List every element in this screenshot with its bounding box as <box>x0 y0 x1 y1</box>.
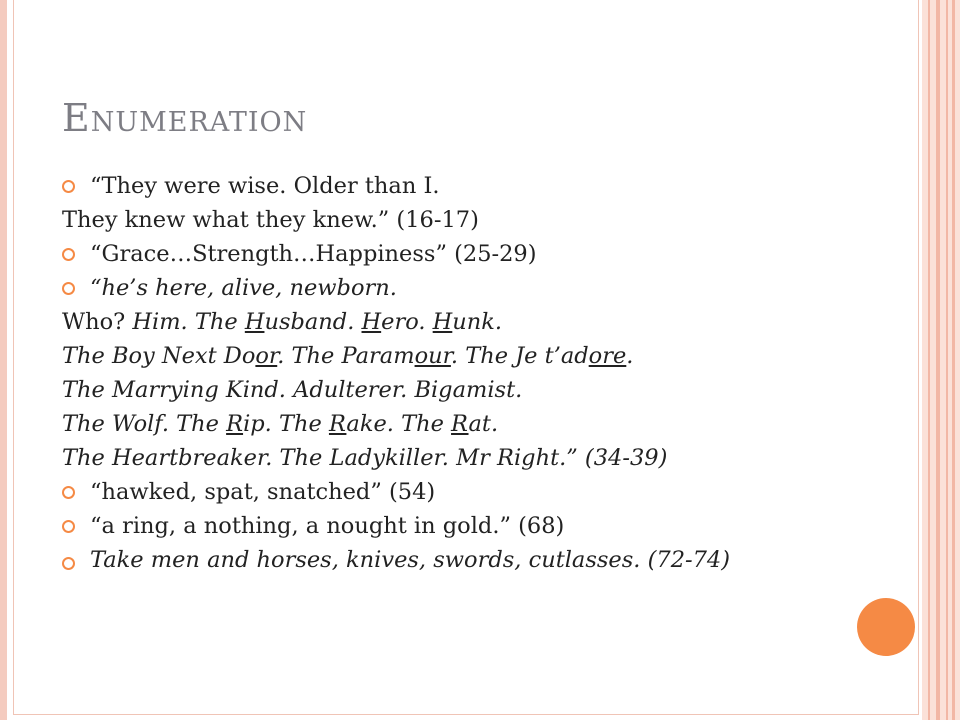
slide-body <box>62 169 842 574</box>
text-run: “Grace…Strength…Happiness” (25-29) <box>90 241 537 267</box>
continuation-line <box>62 441 842 475</box>
bullet-item <box>62 546 842 574</box>
text-run: “They were wise. Older than I. <box>90 173 440 199</box>
continuation-line <box>62 203 842 237</box>
text-run: Who? <box>62 309 133 335</box>
bullet-circle-icon <box>62 180 75 193</box>
text-run: ore <box>588 343 627 369</box>
text-run: . <box>626 343 634 369</box>
text-run: R <box>226 411 244 437</box>
bullet-circle-icon <box>62 557 75 570</box>
text-run: or <box>255 343 278 369</box>
left-border-bar <box>0 0 7 720</box>
bullet-item <box>62 475 842 509</box>
bullet-circle-icon <box>62 282 75 295</box>
bullet-circle-icon <box>62 248 75 261</box>
bullet-circle-icon <box>62 520 75 533</box>
continuation-line <box>62 373 842 407</box>
bullet-circle-icon <box>62 486 75 499</box>
text-run: “he’s here, alive, newborn. <box>90 275 397 301</box>
bullet-item <box>62 271 842 305</box>
text-run: . The Param <box>277 343 415 369</box>
text-run: Take men and horses, knives, swords, cutlasses. (72-74) <box>90 547 731 573</box>
text-run: H <box>361 309 382 335</box>
text-run: The Marrying Kind. Adulterer. Bigamist. <box>62 377 523 403</box>
text-run: The Wolf. The <box>62 411 227 437</box>
text-run: H <box>244 309 265 335</box>
decorative-stripes <box>922 0 960 720</box>
decorative-circle <box>857 598 915 656</box>
stripe <box>928 0 930 720</box>
text-run: The Boy Next Do <box>62 343 256 369</box>
text-run: “hawked, spat, snatched” (54) <box>90 479 436 505</box>
text-run: ero. <box>381 309 433 335</box>
text-run: unk. <box>452 309 503 335</box>
continuation-line <box>62 339 842 373</box>
text-run: They knew what they knew.” (16-17) <box>62 207 479 233</box>
bullet-item <box>62 169 842 203</box>
text-run: “a ring, a nothing, a nought in gold.” (68) <box>90 513 565 539</box>
continuation-line <box>62 305 842 339</box>
text-run: R <box>451 411 469 437</box>
text-run: ip. The <box>243 411 329 437</box>
stripe <box>946 0 948 720</box>
stripe <box>952 0 955 720</box>
bullet-item <box>62 237 842 271</box>
text-run: at. <box>468 411 499 437</box>
slide-title: Enumeration <box>62 96 308 140</box>
text-run: . The Je t’ad <box>450 343 589 369</box>
text-run: usband. <box>264 309 362 335</box>
text-run: Him. The <box>132 309 245 335</box>
continuation-line <box>62 407 842 441</box>
text-run: R <box>328 411 347 437</box>
bullet-item <box>62 509 842 543</box>
text-run: our <box>414 343 451 369</box>
text-run: H <box>432 309 453 335</box>
text-run: The Heartbreaker. The Ladykiller. Mr Right.” (34-39) <box>62 445 668 471</box>
stripe <box>936 0 940 720</box>
text-run: ake. The <box>346 411 452 437</box>
